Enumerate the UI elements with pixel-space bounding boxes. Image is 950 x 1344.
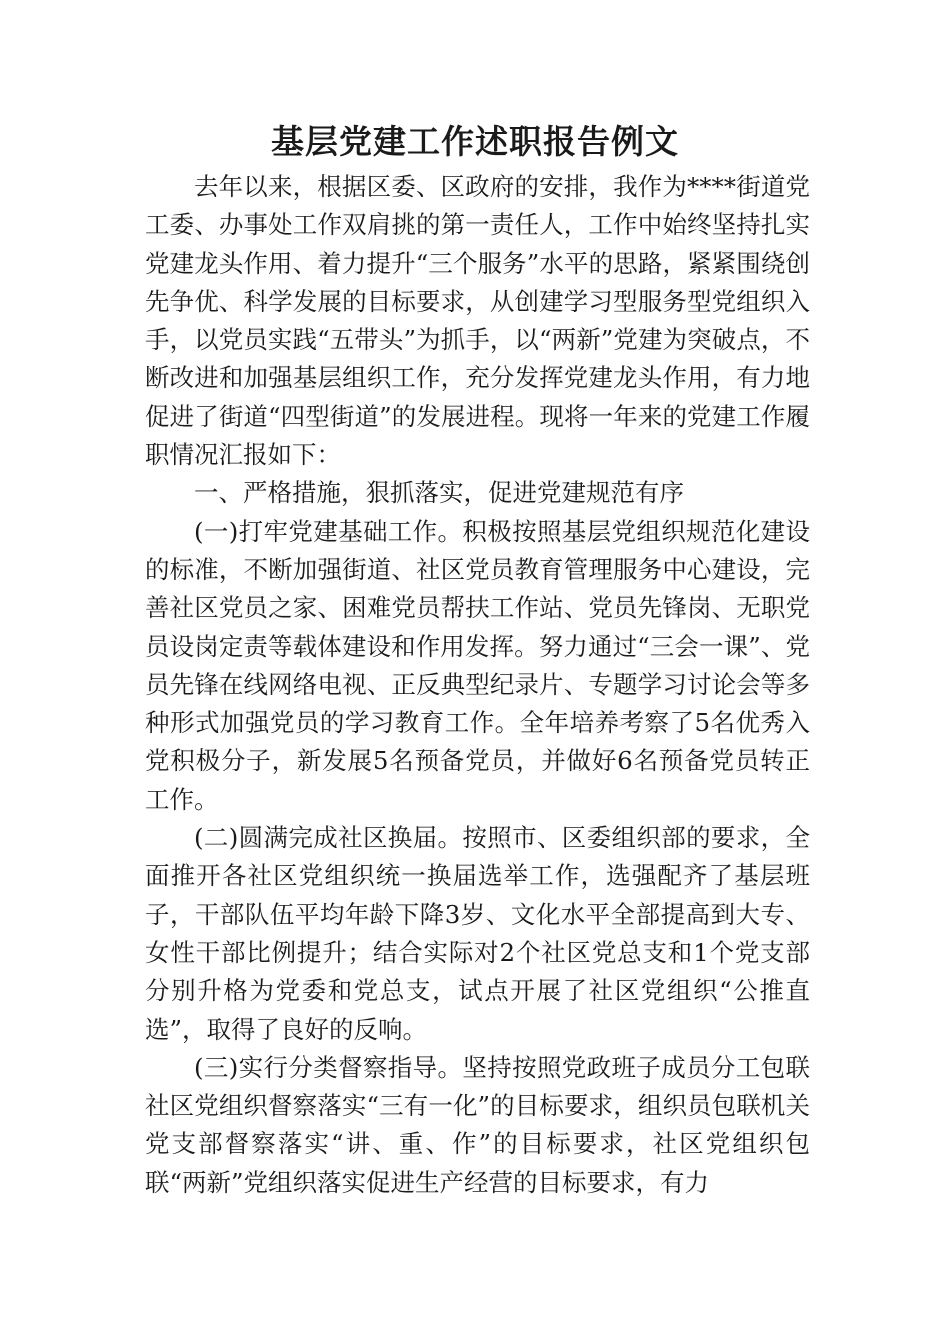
document-title: 基层党建工作述职报告例文 bbox=[271, 122, 679, 161]
paragraph-item-3: (三)实行分类督察指导。坚持按照党政班子成员分工包联社区党组织督察落实“三有一化”的目标要求，组织员包联机关党支部督察落实“讲、重、作”的目标要求，社区党组织包联“两新”党组织落实促进生产经营的目标要求，有力 bbox=[145, 1052, 810, 1197]
section-heading: 一、严格措施，狠抓落实，促进党建规范有序 bbox=[194, 478, 684, 508]
paragraph-item-2: (二)圆满完成社区换届。按照市、区委组织部的要求，全面推开各社区党组织统一换届选举工作，选强配齐了基层班子，干部队伍平均年龄下降3岁、文化水平全部提高到大专、女性干部比例提升；结合实际对2个社区党总支和1个党支部分别升格为党委和党总支，试点开展了社区党组织“公推直选”，取得了良好的反响。 bbox=[145, 823, 810, 1044]
document-body bbox=[145, 168, 810, 1202]
paragraph-item-1: (一)打牢党建基础工作。积极按照基层党组织规范化建设的标准，不断加强街道、社区党员教育管理服务中心建设，完善社区党员之家、困难党员帮扶工作站、党员先锋岗、无职党员设岗定责等载体建设和作用发挥。努力通过“三会一课”、党员先锋在线网络电视、正反典型纪录片、专题学习讨论会等多种形式加强党员的学习教育工作。全年培养考察了5名优秀入党积极分子，新发展5名预备党员，并做好6名预备党员转正工作。 bbox=[145, 516, 810, 814]
intro-paragraph: 去年以来，根据区委、区政府的安排，我作为****街道党工委、办事处工作双肩挑的第一责任人，工作中始终坚持扎实党建龙头作用、着力提升“三个服务”水平的思路，紧紧围绕创先争优、科学发展的目标要求，从创建学习型服务型党组织入手，以党员实践“五带头”为抓手，以“两新”党建为突破点，不断改进和加强基层组织工作，充分发挥党建龙头作用，有力地促进了街道“四型街道”的发展进程。现将一年来的党建工作履职情况汇报如下： bbox=[145, 172, 810, 470]
